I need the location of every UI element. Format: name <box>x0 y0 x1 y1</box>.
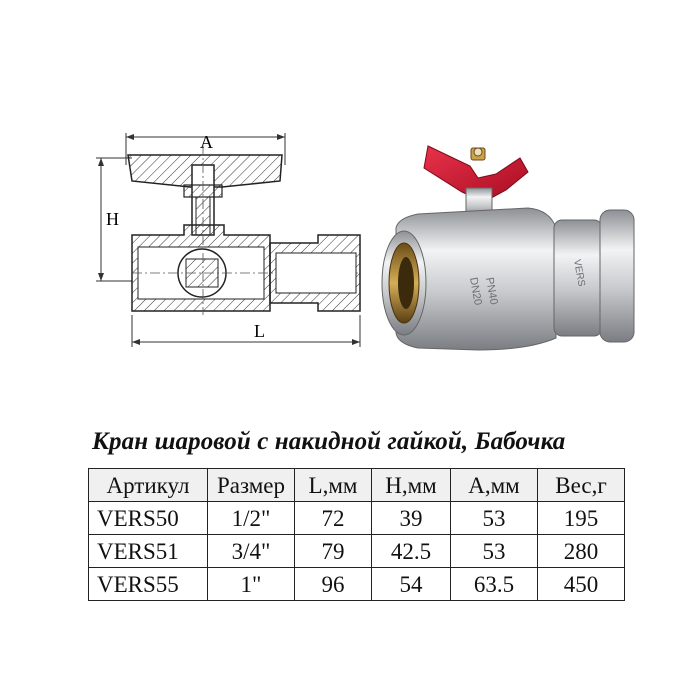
col-header-l: L,мм <box>295 469 372 502</box>
table-row <box>89 502 625 535</box>
cell-article: VERS51 <box>89 535 208 568</box>
cell-a: 53 <box>451 535 538 568</box>
cell-l: 72 <box>295 502 372 535</box>
col-header-a: A,мм <box>451 469 538 502</box>
nut-marking: VERS <box>571 258 587 288</box>
col-header-size: Размер <box>208 469 295 502</box>
table-header-row <box>89 469 625 502</box>
cell-size: 1" <box>208 568 295 601</box>
body-marking-pn: PN40 <box>483 276 500 306</box>
cell-size: 1/2" <box>208 502 295 535</box>
cell-article: VERS55 <box>89 568 208 601</box>
cell-article: VERS50 <box>89 502 208 535</box>
valve-product-photo <box>378 128 640 360</box>
valve-technical-drawing <box>92 125 367 355</box>
cell-l: 96 <box>295 568 372 601</box>
dim-a-label: A <box>200 132 213 152</box>
col-header-article: Артикул <box>89 469 208 502</box>
dim-h-label: H <box>106 209 119 229</box>
col-header-weight: Вес,г <box>538 469 625 502</box>
cell-a: 63.5 <box>451 568 538 601</box>
table-row <box>89 568 625 601</box>
col-header-h: H,мм <box>372 469 451 502</box>
cell-h: 42.5 <box>372 535 451 568</box>
product-title: Кран шаровой с накидной гайкой, Бабочка <box>92 428 566 455</box>
cell-weight: 195 <box>538 502 625 535</box>
cell-h: 54 <box>372 568 451 601</box>
cell-size: 3/4" <box>208 535 295 568</box>
cell-weight: 450 <box>538 568 625 601</box>
cell-l: 79 <box>295 535 372 568</box>
cell-a: 53 <box>451 502 538 535</box>
spec-table <box>88 468 625 601</box>
dim-l-label: L <box>254 321 265 341</box>
cell-h: 39 <box>372 502 451 535</box>
cell-weight: 280 <box>538 535 625 568</box>
body-marking-dn: DN20 <box>467 276 484 307</box>
table-row <box>89 535 625 568</box>
